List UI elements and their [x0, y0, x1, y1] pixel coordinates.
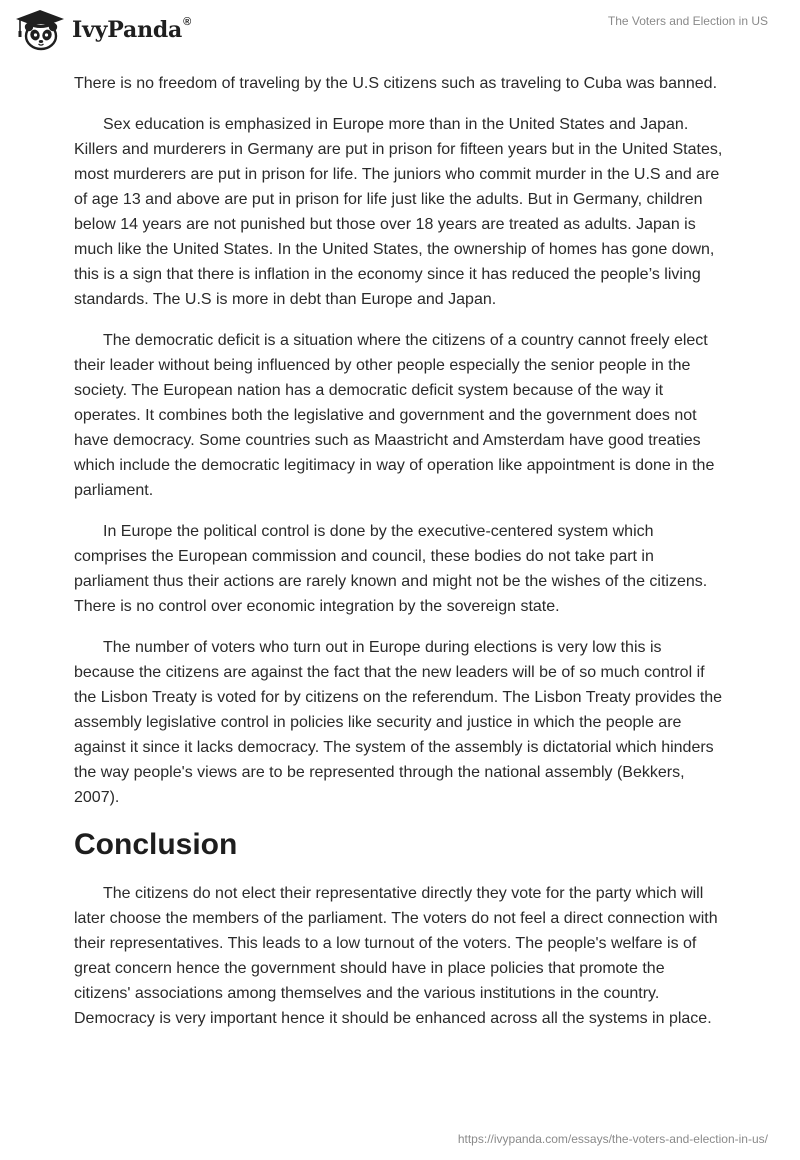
panda-graduation-cap-icon [14, 8, 66, 52]
source-url-link[interactable]: https://ivypanda.com/essays/the-voters-and-election-in-us/ [457, 1132, 768, 1146]
paragraph-political-control: In Europe the political control is done by the executive-centered system which comprises the European commission and council, these bodies do not take part in parliament thus their actions are rarely known and might not be the wishes of the citizens. There is no control over economic integration by the sovereign state. [74, 523, 708, 615]
essay-body [74, 71, 724, 1047]
ivypanda-logo[interactable] [14, 8, 190, 52]
registered-mark: ® [183, 15, 192, 28]
document-title: The Voters and Election in US [607, 14, 768, 28]
paragraph-sex-education: Sex education is emphasized in Europe more than in the United States and Japan. Killers and murderers in Germany are put in prison for fifteen years but in the United States, most murderers are put in prison for life. The juniors who commit murder in the U.S and are of age 13 and above are put in prison for life just like the adults. But in Germany, children below 14 years are not punished but those over 18 years are treated as adults. Japan is much like the United States. In the United States, the ownership of homes has gone down, this is a sign that there is inflation in the economy since it has reduced the people’s living standards. The U.S is more in debt than Europe and Japan. [74, 116, 723, 308]
page-header [0, 0, 800, 64]
brand-name: IvyPanda® [72, 15, 192, 43]
paragraph-democratic-deficit: The democratic deficit is a situation where the citizens of a country cannot freely elect their leader without being influenced by other people especially the senior people in the society. The European nation has a democratic deficit system because of the way it operates. It combines both the legislative and government and the government does not have democracy. Some countries such as Maastricht and Amsterdam have good treaties which include the democratic legitimacy in way of operation like appointment is done in the parliament. [74, 332, 715, 499]
paragraph-conclusion: The citizens do not elect their representative directly they vote for the party which will later choose the members of the parliament. The voters do not feel a direct connection with their representatives. This leads to a low turnout of the voters. The people's welfare is of great concern hence the government should have in place policies that promote the citizens' associations among themselves and the various institutions in the country. Democracy is very important hence it should be enhanced across all the systems in place. [74, 885, 718, 1027]
conclusion-heading: Conclusion [74, 828, 238, 861]
paragraph-voter-turnout: The number of voters who turn out in Europe during elections is very low this is because the citizens are against the fact that the new leaders will be of so much control if the Lisbon Treaty is voted for by citizens on the referendum. The Lisbon Treaty provides the assembly legislative control in policies like security and justice in which the people are against it since it lacks democracy. The system of the assembly is dictatorial which hinders the way people's views are to be represented through the national assembly (Bekkers, 2007). [74, 639, 723, 806]
paragraph-travel: There is no freedom of traveling by the U.S citizens such as traveling to Cuba was banned. [74, 75, 718, 92]
